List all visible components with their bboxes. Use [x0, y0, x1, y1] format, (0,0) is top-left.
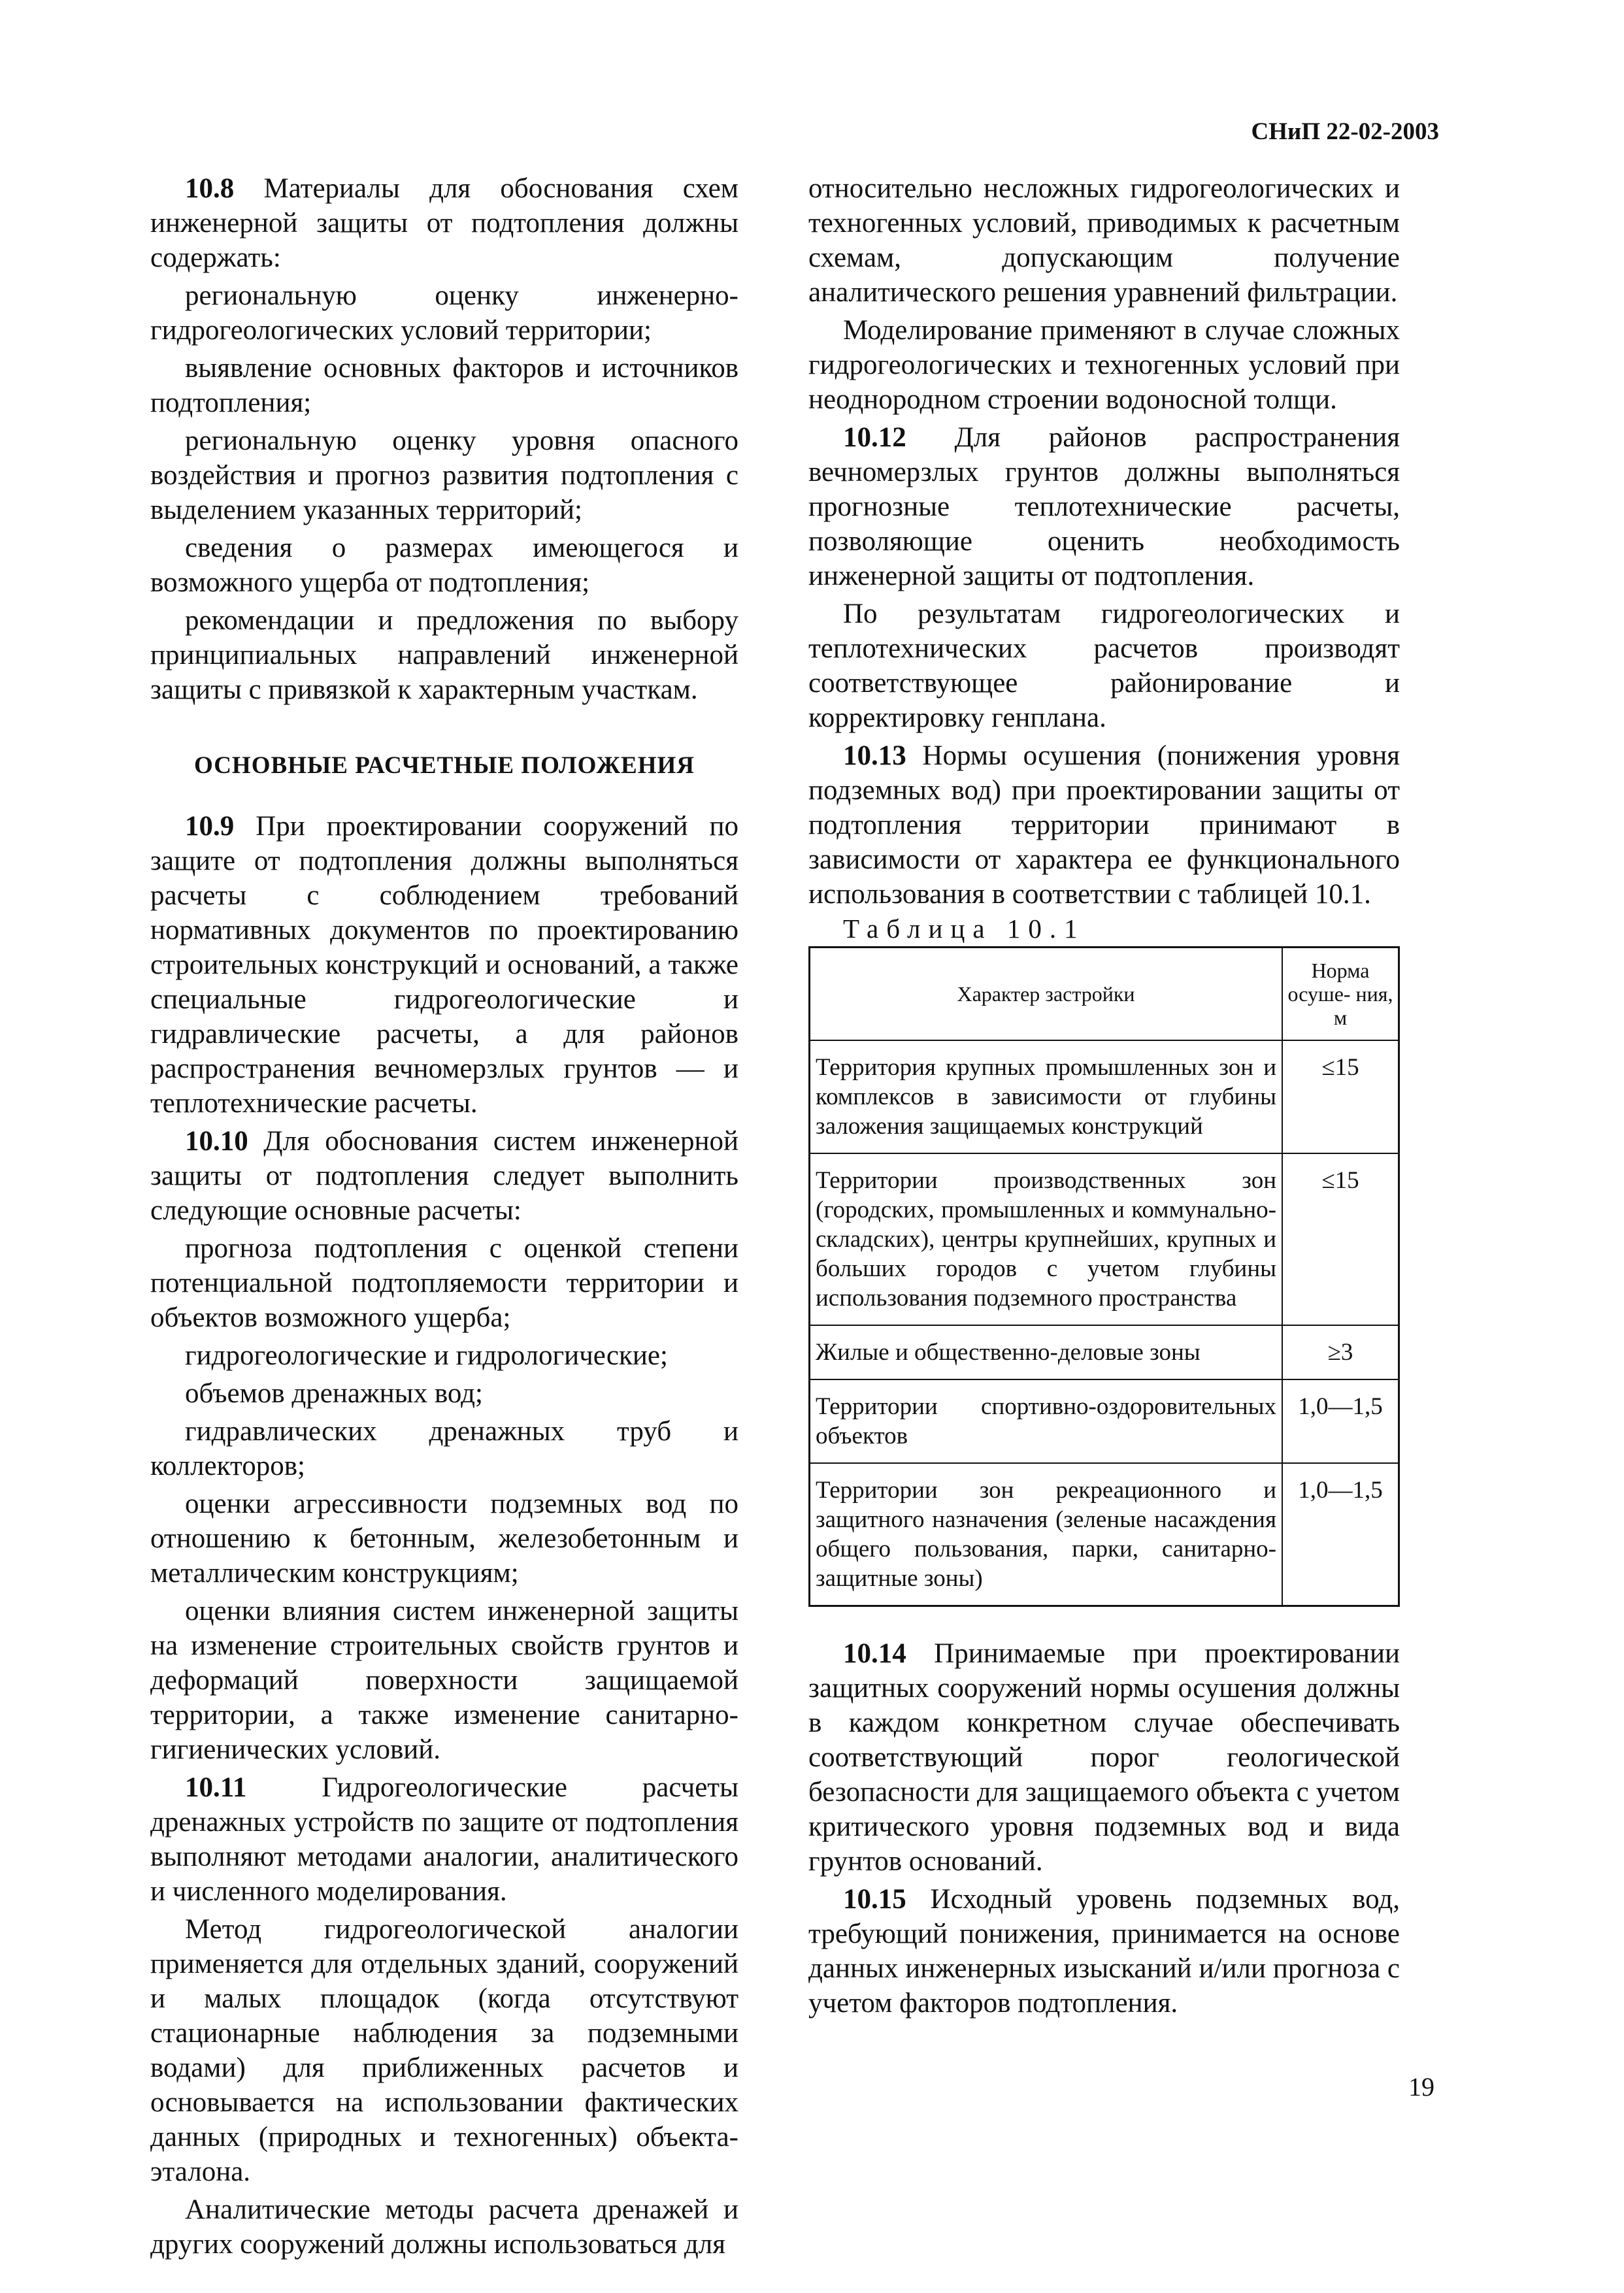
header-drainage-norm: Норма осуше- ния, м: [1282, 948, 1399, 1041]
paragraph: Моделирование применяют в случае сложных гидрогеологических и техногенных условий при неоднородном строении водоносной толщи.: [808, 315, 1400, 415]
paragraph: Аналитические методы расчета дренажей и других сооружений должны использоваться для: [150, 2194, 738, 2260]
clause-number: 10.12: [843, 422, 906, 453]
clause-number: 10.13: [843, 740, 906, 771]
paragraph-10-10: 10.10 Для обоснования систем инженерной защиты от подтопления следует выполнить следующие основные расчеты:: [150, 1126, 738, 1226]
table-row: [810, 1379, 1399, 1463]
list-item: рекомендации и предложения по выбору принципиальных направлений инженерной защиты с привязкой к характерным участкам.: [150, 605, 738, 705]
table-row: [810, 1325, 1399, 1379]
drainage-norms-table: [808, 946, 1400, 1607]
left-column: [150, 171, 738, 2262]
clause-number: 10.9: [185, 811, 235, 842]
list-item: гидравлических дренажных труб и коллекторов;: [150, 1416, 738, 1481]
clause-number: 10.8: [185, 173, 235, 204]
paragraph-continuation: относительно несложных гидрогеологических и техногенных условий, приводимых к расчетным схемам, допускающим получение аналитического решения уравнений фильтрации.: [808, 173, 1400, 308]
clause-number: 10.14: [843, 1638, 906, 1669]
list-item: оценки агрессивности подземных вод по отношению к бетонным, железобетонным и металлическим конструкциям;: [150, 1489, 738, 1589]
section-heading: ОСНОВНЫЕ РАСЧЕТНЫЕ ПОЛОЖЕНИЯ: [193, 752, 695, 779]
paragraph-10-12: 10.12 Для районов распространения вечномерзлых грунтов должны выполняться прогнозные теплотехнические расчеты, позволяющие оценить необходимость инженерной защиты от подтопления.: [808, 422, 1400, 591]
paragraph-10-13: 10.13 Нормы осушения (понижения уровня подземных вод) при проектировании защиты от подтопления территории принимают в зависимости от характера ее функционального использования в соответствии с таблицей 10.1.: [808, 740, 1400, 910]
document-header: СНиП 22-02-2003: [1251, 118, 1439, 145]
list-item: оценки влияния систем инженерной защиты на изменение строительных свойств грунтов и деформаций поверхности защищаемой территории, а также изменение санитарно-гигиенических условий.: [150, 1596, 738, 1765]
row-description: Территории спортивно-оздоровительных объектов: [810, 1379, 1283, 1463]
paragraph-10-9: 10.9 При проектировании сооружений по защите от подтопления должны выполняться расчеты с соблюдением требований нормативных документов по проектированию строительных конструкций и оснований, а также специальные гидрогеологические и гидравлические расчеты, а для районов распространения вечномерзлых грунтов — и теплотехнические расчеты.: [150, 811, 738, 1119]
row-description: Территории производственных зон (городских, промышленных и коммунально-складских), центры крупнейших, крупных и больших городов с учетом глубины использования подземного пространства: [810, 1153, 1283, 1325]
paragraph-10-8: 10.8 Материалы для обоснования схем инженерной защиты от подтопления должны содержать:: [150, 173, 738, 273]
row-value: 1,0—1,5: [1282, 1379, 1399, 1463]
page-number: 19: [1408, 2072, 1434, 2102]
clause-number: 10.10: [185, 1126, 248, 1157]
paragraph-10-14: 10.14 Принимаемые при проектировании защитных сооружений нормы осушения должны в каждом конкретном случае обеспечивать соответствующий порог геологической безопасности для защищаемого объекта с учетом критического уровня подземных вод и вида грунтов оснований.: [808, 1638, 1400, 1877]
clause-number: 10.11: [185, 1772, 247, 1803]
row-value: ≥3: [1282, 1325, 1399, 1379]
list-item: прогноза подтопления с оценкой степени потенциальной подтопляемости территории и объектов возможного ущерба;: [150, 1233, 738, 1333]
table-row: [810, 1040, 1399, 1153]
paragraph-10-11: 10.11 Гидрогеологические расчеты дренажных устройств по защите от подтопления выполняют методами аналогии, аналитического и численного моделирования.: [150, 1772, 738, 1907]
clause-number: 10.15: [843, 1884, 906, 1915]
table-header-row: [810, 948, 1399, 1041]
table-caption: Таблица 10.1: [843, 914, 1085, 944]
table-row: [810, 1153, 1399, 1325]
row-description: Территория крупных промышленных зон и комплексов в зависимости от глубины заложения защищаемых конструкций: [810, 1040, 1283, 1153]
row-value: ≤15: [1282, 1040, 1399, 1153]
row-value: ≤15: [1282, 1153, 1399, 1325]
list-item: региональную оценку уровня опасного воздействия и прогноз развития подтопления с выделением указанных территорий;: [150, 425, 738, 525]
table-row: [810, 1463, 1399, 1606]
list-item: объемов дренажных вод;: [185, 1378, 483, 1409]
right-column: [808, 171, 1400, 2021]
list-item: сведения о размерах имеющегося и возможного ущерба от подтопления;: [150, 533, 738, 598]
paragraph-10-15: 10.15 Исходный уровень подземных вод, требующий понижения, принимается на основе данных инженерных изысканий и/или прогноза с учетом факторов подтопления.: [808, 1884, 1400, 2019]
row-value: 1,0—1,5: [1282, 1463, 1399, 1606]
paragraph: По результатам гидрогеологических и теплотехнических расчетов производят соответствующее районирование и корректировку генплана.: [808, 599, 1400, 733]
header-development-type: Характер застройки: [810, 948, 1283, 1041]
list-item: выявление основных факторов и источников подтопления;: [150, 353, 738, 418]
list-item: региональную оценку инженерно-гидрогеологических условий территории;: [150, 280, 738, 346]
row-description: Территории зон рекреационного и защитного назначения (зеленые насаждения общего пользования, парки, санитарно-защитные зоны): [810, 1463, 1283, 1606]
row-description: Жилые и общественно-деловые зоны: [810, 1325, 1283, 1379]
paragraph: Метод гидрогеологической аналогии применяется для отдельных зданий, сооружений и малых площадок (когда отсутствуют стационарные наблюдения за подземными водами) для приближенных расчетов и основывается на использовании фактических данных (природных и техногенных) объекта-эталона.: [150, 1914, 738, 2187]
list-item: гидрогеологические и гидрологические;: [185, 1340, 668, 1371]
